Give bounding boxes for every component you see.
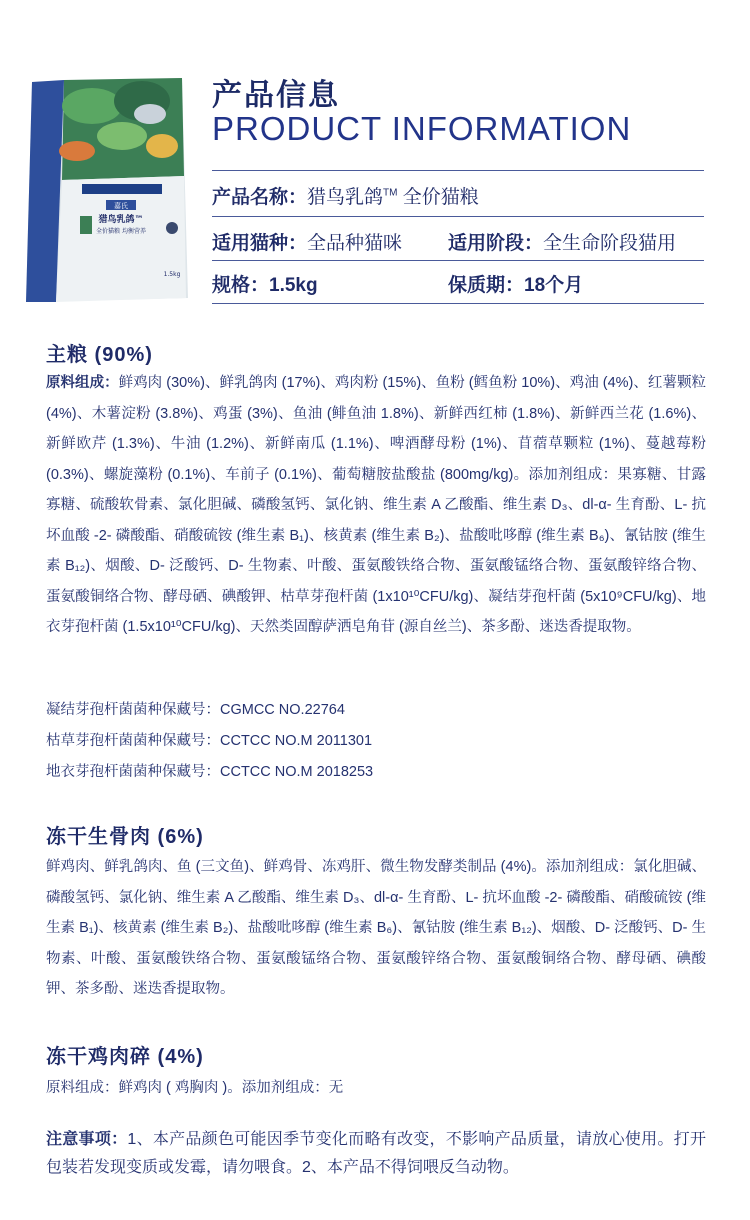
breed-stage-row (212, 228, 712, 255)
product-bag-image (22, 76, 192, 306)
freeze-dried-bone-title: 冻干生骨肉 (6%) (46, 826, 204, 848)
main-food-title: 主粮 (90%) (46, 344, 153, 366)
main-food-text: 鲜鸡肉 (30%)、鲜乳鸽肉 (17%)、鸡肉粉 (15%)、鱼粉 (鳕鱼粉 10%)、鸡油 (4%)、红薯颗粒 (4%)、木薯淀粉 (3.8%)、鸡蛋 (3%)、鱼油 (鲱鱼油 1.8%)、新鲜西红柿 (1.8%)、新鲜西兰花 (1.6%)、新鲜欧芹 (1.3%)、牛油 (1.2%)、新鲜南瓜 (1.1%)、啤酒酵母粉 (1%)、苜蓿草颗粒 (1%)、蔓越莓粉 (0.3%)、螺旋藻粉 (0.1%)、车前子 (0.1%)、葡萄糖胺盐酸盐 (800mg/kg)。添加剂组成：果寡糖、甘露寡糖、硫酸软骨素、氯化胆碱、磷酸氢钙、氯化钠、维生素 A 乙酸酯、维生素 D₃、dl-α- 生育酚、L- 抗坏血酸 -2- 磷酸酯、硝酸硫铵 (维生素 B₁)、核黄素 (维生素 B₂)、盐酸吡哆醇 (维生素 B₆)、氰钴胺 (维生素 B₁₂)、烟酸、D- 泛酸钙、D- 生物素、叶酸、蛋氨酸铁络合物、蛋氨酸锰络合物、蛋氨酸锌络合物、蛋氨酸铜络合物、酵母硒、碘酸钾、枯草芽孢杆菌 (1x10¹⁰CFU/kg)、凝结芽孢杆菌 (5x10⁹CFU/kg)、地衣芽孢杆菌 (1.5x10¹⁰CFU/kg)、天然类固醇萨洒皂角苷 (源自丝兰)、茶多酚、迷迭香提取物。 (46, 375, 707, 635)
divider (212, 216, 704, 217)
breed-label: 适用猫种： (212, 233, 308, 254)
freeze-dried-bone-text: 鲜鸡肉、鲜乳鸽肉、鱼 (三文鱼)、鲜鸡骨、冻鸡肝、微生物发酵类制品 (4%)。添加剂组成：氯化胆碱、磷酸氢钙、氯化钠、维生素 A 乙酸酯、维生素 D₃、dl-α- 生育酚、L- 抗坏血酸 -2- 磷酸酯、硝酸硫铵 (维生素 B₁)、核黄素 (维生素 B₂)、盐酸吡哆醇 (维生素 B₆)、氰钴胺 (维生素 B₁₂)、烟酸、D- 泛酸钙、D- 生物素、叶酸、蛋氨酸铁络合物、蛋氨酸锰络合物、蛋氨酸锌络合物、蛋氨酸铜络合物、酵母硒、碘酸钾、茶多酚、迷迭香提取物。 (46, 859, 706, 997)
product-name-suffix: 全价猫粮 (397, 187, 479, 208)
page-title-english: PRODUCT INFORMATION (212, 110, 632, 147)
ingredients-label: 原料组成： (46, 375, 119, 391)
shelf-life-label: 保质期： (448, 275, 525, 296)
spec-value: 1.5kg (269, 275, 318, 296)
stage-label: 适用阶段： (448, 233, 544, 254)
main-food-ingredients (46, 368, 706, 643)
strain-deposit-1: 凝结芽孢杆菌菌种保藏号：CGMCC NO.22764 (46, 702, 345, 718)
bag-subtitle-text: 全价猫粮 均衡营养 (96, 228, 146, 235)
stage-value: 全生命阶段猫用 (543, 233, 677, 254)
freeze-dried-chicken-text: 原料组成：鲜鸡肉 ( 鸡胸肉 )。添加剂组成：无 (46, 1080, 344, 1096)
strain-deposit-2: 枯草芽孢杆菌菌种保藏号：CCTCC NO.M 2011301 (46, 733, 373, 749)
divider (212, 303, 704, 304)
product-name-value: 猎鸟乳鸽 (307, 187, 384, 208)
spec-label: 规格： (212, 275, 270, 296)
breed-value: 全品种猫咪 (307, 233, 403, 254)
page-title: 产品信息 (212, 79, 340, 112)
product-header (0, 0, 750, 320)
bag-brand-text: 嘉氏 (114, 202, 128, 210)
bag-weight-text: 1.5kg (163, 271, 181, 278)
notice-text: 1、本产品颜色可能因季节变化而略有改变，不影响产品质量，请放心使用。打开包装若发现变质或发霉，请勿喂食。2、本产品不得饲喂反刍动物。 (46, 1131, 706, 1176)
freeze-dried-chicken-title: 冻干鸡肉碎 (4%) (46, 1046, 204, 1068)
notice-label: 注意事项： (46, 1131, 128, 1148)
shelf-life-value: 18个月 (524, 275, 584, 296)
divider (212, 260, 704, 261)
spec-shelf-row (212, 270, 712, 297)
divider (212, 170, 704, 171)
bag-name-text: 猎鸟乳鸽™ (98, 215, 144, 225)
notice (46, 1126, 706, 1182)
strain-deposit-3: 地衣芽孢杆菌菌种保藏号：CCTCC NO.M 2018253 (46, 764, 374, 780)
product-name-row (212, 182, 712, 209)
product-name-label: 产品名称： (212, 187, 308, 208)
trademark-mark: TM (383, 187, 398, 199)
